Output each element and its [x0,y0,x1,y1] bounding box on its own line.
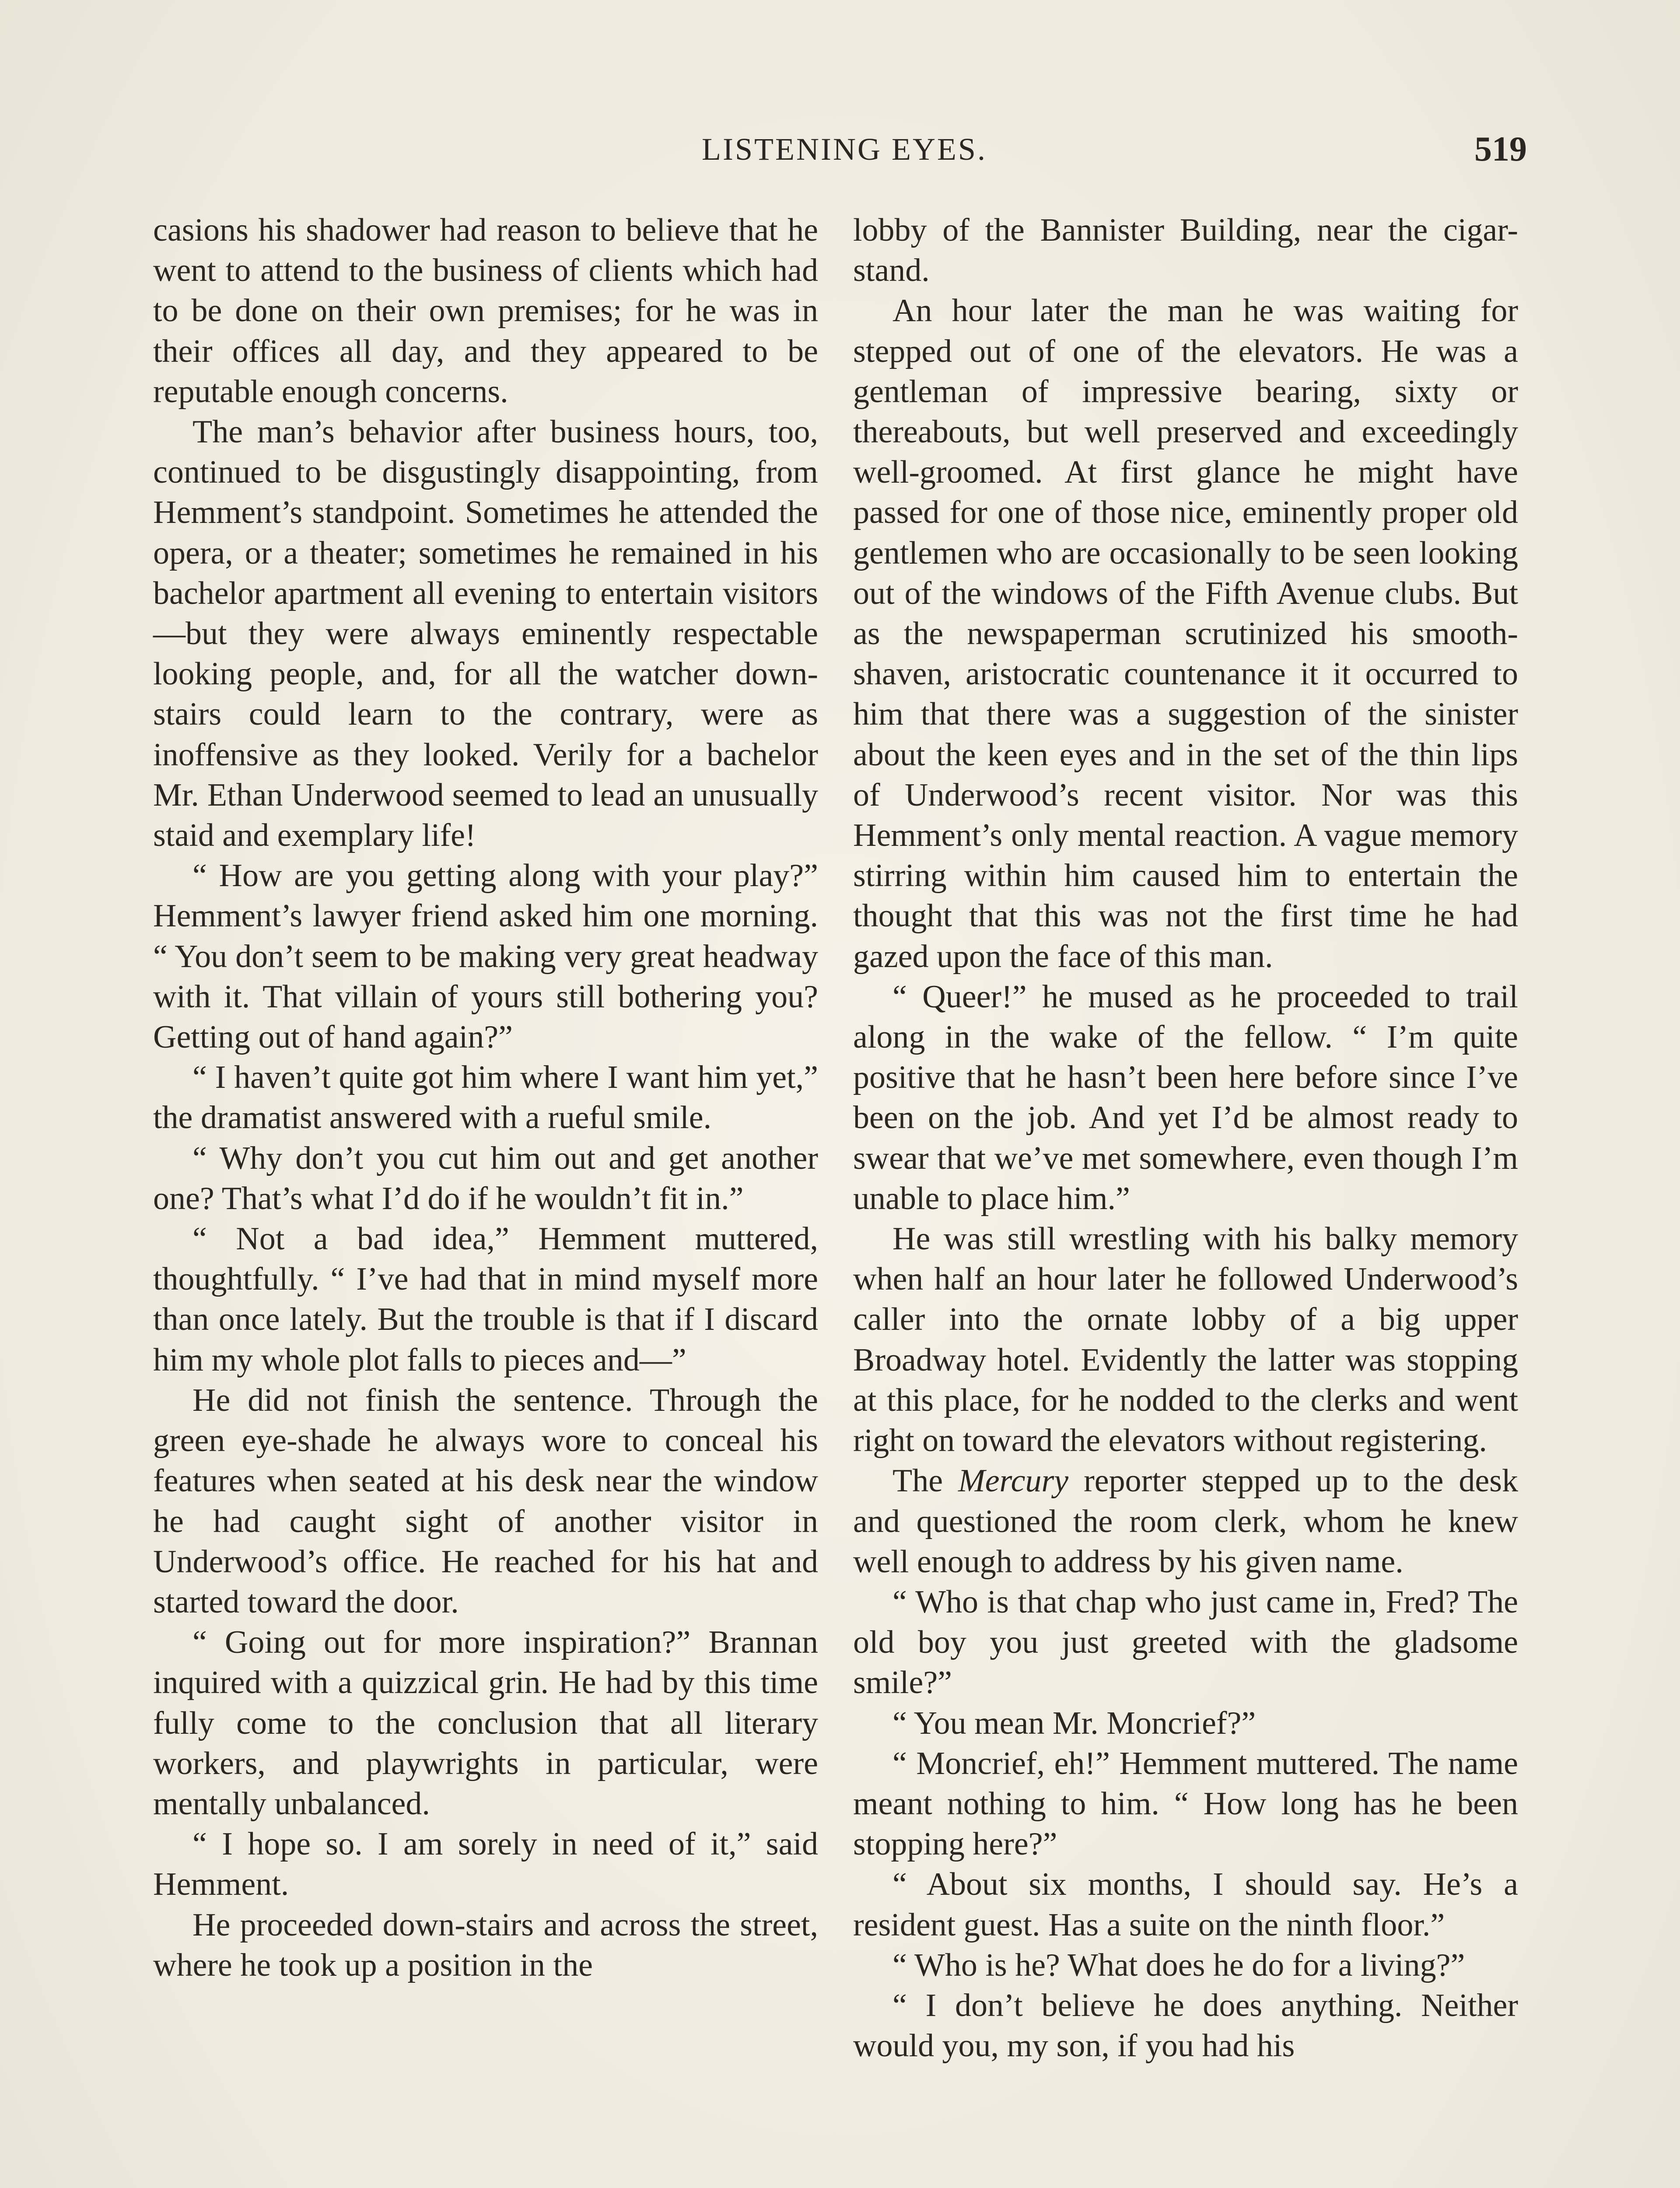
paragraph: “ Moncrief, eh!” Hemment muttered. The name meant nothing to him. “ How long has he been stopping here?” [853,1745,1518,1862]
paragraph: “ You mean Mr. Moncrief?” [892,1705,1256,1741]
paragraph: The man’s behavior after business hours, too, continued to be disgustingly disappointing, from Hemment’s standpoint. Sometimes he attended the opera, or a theater; sometimes he remained in his bachelor apartment all evening to entertain visitors—but they were always eminently respectable looking people, and, for all the watcher down-stairs could learn to the contrary, were as inoffensive as they looked. Verily for a bachelor Mr. Ethan Underwood seemed to lead an unusually staid and exemplary life! [153,414,818,854]
paragraph-text: The [892,1463,943,1499]
paragraph: “ How are you getting along with your play?” Hemment’s lawyer friend asked him one morning. “ You don’t seem to be making very great headway with it. That villain of yours still bothering you? Getting out of hand again?” [153,858,818,1055]
left-column [153,210,818,1985]
paragraph: “ I hope so. I am sorely in need of it,” said Hemment. [153,1826,818,1903]
paragraph: lobby of the Bannister Building, near the cigar-stand. [853,212,1518,289]
paragraph: He was still wrestling with his balky memory when half an hour later he followed Underwood’s caller into the ornate lobby of a big upper Broadway hotel. Evidently the latter was stopping at this place, for he nodded to the clerks and went right on toward the elevators without registering. [853,1221,1518,1459]
paragraph: “ Queer!” he mused as he proceeded to trail along in the wake of the fellow. “ I’m quite positive that he hasn’t been here before since I’ve been on the job. And yet I’d be almost ready to swear that we’ve met somewhere, even though I’m unable to place him.” [853,978,1518,1217]
page-number: 519 [1474,130,1527,168]
paragraph: “ About six months, I should say. He’s a resident guest. Has a suite on the ninth floor.” [853,1866,1518,1943]
paragraph: He proceeded down-stairs and across the street, where he took up a position in the [153,1907,818,1983]
paragraph: “ Who is that chap who just came in, Fred? The old boy you just greeted with the gladsome smile?” [853,1584,1518,1701]
paragraph: “ Not a bad idea,” Hemment muttered, thoughtfully. “ I’ve had that in mind myself more than once lately. But the trouble is that if I discard him my whole plot falls to pieces and—” [153,1221,818,1378]
paragraph: He did not finish the sentence. Through the green eye-shade he always wore to conceal his features when seated at his desk near the window he had caught sight of another visitor in Underwood’s office. He reached for his hat and started toward the door. [153,1382,818,1620]
running-title: LISTENING EYES. [702,132,987,167]
paragraph: “ I haven’t quite got him where I want him yet,” the dramatist answered with a rueful smile. [153,1059,818,1136]
paragraph: “ Who is he? What does he do for a living?” [892,1947,1465,1983]
paragraph [853,1461,1518,1582]
paragraph: An hour later the man he was waiting for stepped out of one of the elevators. He was a gentleman of impressive bearing, sixty or thereabouts, but well preserved and exceedingly well-groomed. At first glance he might have passed for one of those nice, eminently proper old gentlemen who are occasionally to be seen looking out of the windows of the Fifth Avenue clubs. But as the newspaperman scrutinized his smooth-shaven, aristocratic countenance it it occurred to him that there was a suggestion of the sinister about the keen eyes and in the set of the thin lips of Underwood’s recent visitor. Nor was this Hemment’s only mental reaction. A vague memory stirring within him caused him to entertain the thought that this was not the first time he had gazed upon the face of this man. [853,293,1518,975]
paragraph: “ Going out for more inspiration?” Brannan inquired with a quizzical grin. He had by this time fully come to the conclusion that all literary workers, and playwrights in particular, were mentally unbalanced. [153,1624,818,1822]
paragraph: “ I don’t believe he does anything. Neither would you, my son, if you had his [853,1987,1518,2064]
paragraph: casions his shadower had reason to believe that he went to attend to the business of clients which had to be done on their own premises; for he was in their offices all day, and they appeared to be reputable enough concerns. [153,212,818,410]
paragraph-text: reporter stepped up to the desk and questioned the room clerk, whom he knew well enough to address by his given name. [853,1463,1518,1580]
right-column [853,210,1518,2066]
paragraph: “ Why don’t you cut him out and get another one? That’s what I’d do if he wouldn’t fit in.” [153,1140,818,1217]
newspaper-name: Mercury [958,1463,1069,1499]
